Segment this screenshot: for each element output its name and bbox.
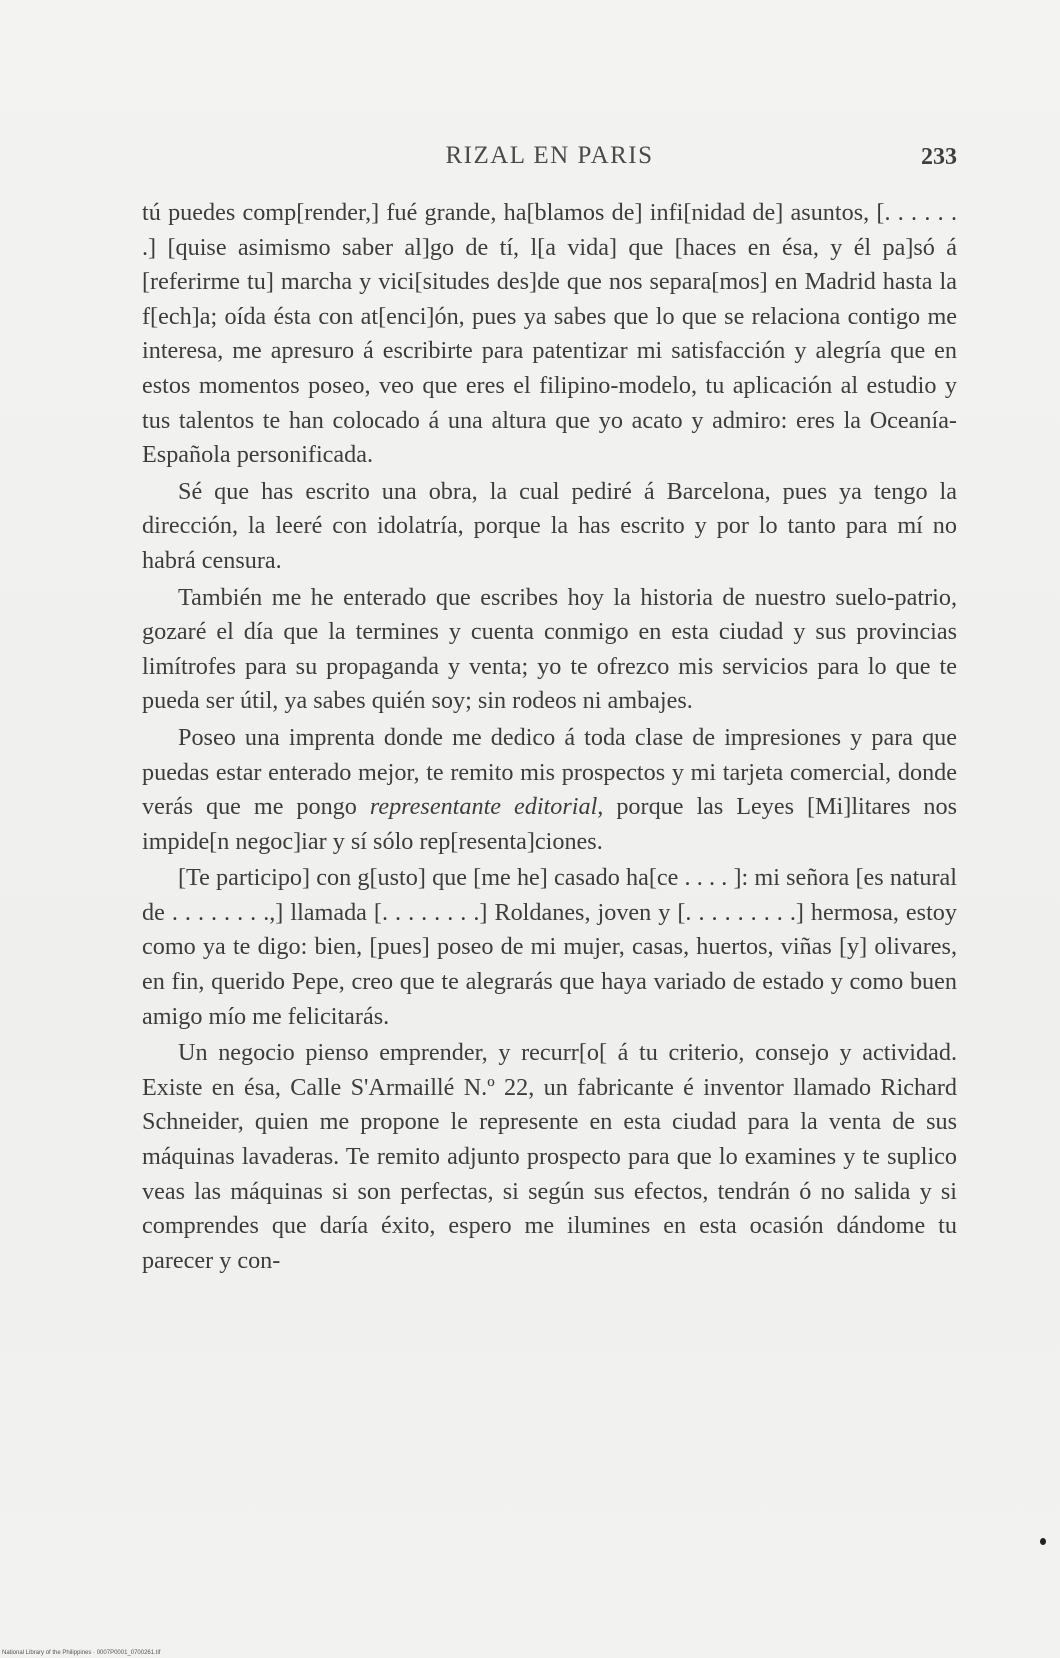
scan-speck (1040, 1538, 1046, 1545)
page-number: 233 (921, 144, 957, 170)
paragraph-1: tú puedes comp[render,] fué grande, ha[blamos de] infi[nidad de] asuntos, [. . . . . . .] [quise asimismo saber al]go de tí, l[a vida] que [haces en ésa, y él pa]só á [referirme tu] marcha y vici[situdes des]de que nos separa[mos] en Madrid hasta la f[ech]a; oída ésta con at[enci]ón, pues ya sabes que lo que se relaciona contigo me interesa, me apresuro á escribirte para patentizar mi satisfacción y alegría que en estos momentos poseo, veo que eres el filipino-modelo, tu aplicación al estudio y tus talentos te han colocado á una altura que yo acato y admiro: eres la Oceanía-Española personificada. (142, 199, 957, 469)
paragraph-6: Un negocio pienso emprender, y recurr[o[ á tu criterio, consejo y actividad. Existe en ésa, Calle S'Armaillé N.º 22, un fabricante é inventor llamado Richard Schneider, quien me propone le represente en esta ciudad para la venta de sus máquinas lavaderas. Te remito adjunto prospecto para que lo examines y te suplico veas las máquinas si son perfectas, si según sus efectos, tendrán ó no salida y si comprendes que daría éxito, espero me ilumines en esta ocasión dándome tu parecer y con- (142, 1039, 957, 1274)
paragraph-5: [Te participo] con g[usto] que [me he] casado ha[ce . . . . ]: mi señora [es natural de . . . . . . . .,] llamada [. . . . . . . .] Roldanes, joven y [. . . . . . . . .] hermosa, estoy como ya te digo: bien, [pues] poseo de mi mujer, casas, huertos, viñas [y] olivares, en fin, querido Pepe, creo que te alegrarás que haya variado de estado y como buen amigo mío me felicitarás. (142, 864, 957, 1030)
paragraph-4 (142, 721, 957, 859)
paragraph-4-italic: representante editorial, (369, 793, 604, 821)
scan-credit: National Library of the Philippines · 0007P0001_0700261.tif (2, 1650, 161, 1656)
running-head (142, 142, 957, 178)
paragraph-4-text-before: Poseo una imprenta donde me dedico á toda clase de impresiones y para que puedas estar enterado mejor, te remito mis prospectos y mi tarjeta comercial, donde verás que me pongo (142, 723, 957, 821)
paragraph-2: Sé que has escrito una obra, la cual pediré á Barcelona, pues ya tengo la dirección, la leeré con idolatría, porque la has escrito y por lo tanto para mí no habrá censura. (142, 477, 957, 574)
body-text (142, 196, 957, 1278)
paragraph-4-text-after: porque las Leyes [Mi]litares nos impide[n negoc]iar y sí sólo rep[resenta]ciones. (142, 793, 957, 855)
paragraph-3: También me he enterado que escribes hoy la historia de nuestro suelo-patrio, gozaré el día que la termines y cuenta conmigo en esta ciudad y sus provincias limítrofes para su propaganda y venta; yo te ofrezco mis servicios para lo que te pueda ser útil, ya sabes quién soy; sin rodeos ni ambajes. (142, 583, 957, 715)
running-title: RIZAL EN PARIS (445, 142, 654, 169)
